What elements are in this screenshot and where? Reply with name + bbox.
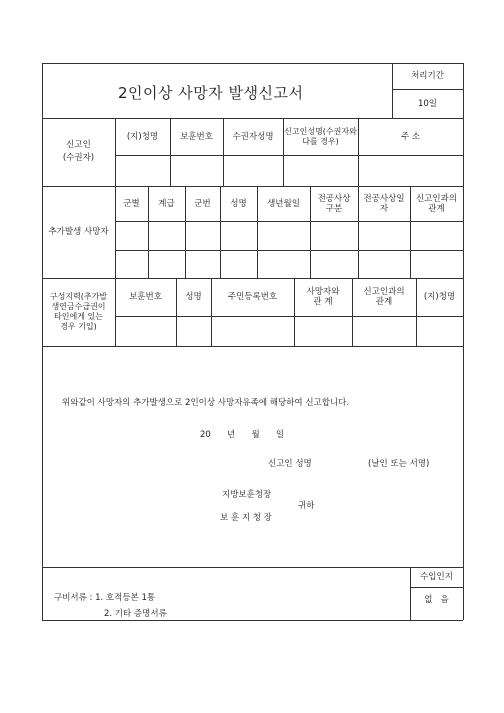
form-title: 2인이상 사망자 발생신고서 (118, 84, 304, 102)
family-header-branch: (지)청명 (423, 292, 456, 302)
statement-text: 위와같이 사망자의 추가발생으로 2인이상 사망자유족에 해당하여 신고합니다. (62, 398, 350, 408)
family-header-resident-no: 주민등록번호 (227, 292, 278, 302)
recipient-branch-office: 보 훈 지 청 장 (220, 513, 272, 523)
family-header-relation-reporter: 신고인과의 관계 (363, 287, 405, 307)
family-header-relation-deceased: 사망자와 관 계 (306, 287, 340, 307)
frame-bottom (42, 620, 463, 621)
family-label: 구성지력(추가발 생연금수급권이 타인에게 있는 경우 기입) (49, 292, 108, 331)
signer-label: 신고인 성명 (268, 459, 312, 469)
family-header-veteran-no: 보훈번호 (129, 292, 162, 302)
s3-bottom-line (42, 346, 463, 347)
processing-period-value: 10일 (417, 98, 438, 109)
s1-row-line (115, 155, 463, 156)
reporter-header-reporter-name: 신고인성명(수권자와 다를 경우) (284, 126, 357, 146)
reporter-header-address: 주 소 (400, 131, 421, 142)
deceased-header-casualty-date: 전공사상일 자 (363, 193, 405, 214)
reporter-header-branch: (지)청명 (126, 131, 159, 142)
sign-note: (날인 또는 서명) (368, 459, 430, 469)
attachments-item-2: 2. 기타 증명서류 (104, 609, 167, 619)
deceased-header-service-no: 군번 (194, 198, 211, 209)
fee-label: 수입인지 (420, 572, 453, 582)
deceased-label: 추가발생 사망자 (48, 227, 109, 237)
family-header-name: 성명 (185, 292, 202, 302)
deceased-header-name: 성명 (230, 198, 247, 209)
processing-period-label: 처리기간 (411, 71, 444, 81)
reporter-header-veteran-no: 보훈번호 (180, 131, 213, 142)
frame-right (463, 63, 464, 620)
fee-value: 없 음 (424, 594, 449, 605)
reporter-label: 신고인 (수권자) (62, 140, 95, 163)
deceased-header-birthdate: 생년월일 (267, 198, 300, 209)
statement-date: 20 년 월 일 (200, 430, 285, 440)
statement-bottom-line (42, 567, 463, 568)
deceased-header-casualty-type: 전공사상 구분 (317, 193, 351, 214)
attachments-label: 구비서류 : 1. 호적등본 1통 (54, 593, 156, 603)
deceased-header-relationship: 신고인과의 관계 (415, 193, 458, 214)
s3-row-line (115, 316, 463, 317)
deceased-header-rank: 계급 (158, 198, 175, 209)
recipient-regional-office: 지방보훈청장 (222, 490, 272, 500)
recipient-honorific: 귀하 (298, 501, 315, 511)
reporter-header-grantee-name: 수권자성명 (232, 131, 274, 142)
deceased-header-service-branch: 군별 (123, 198, 140, 209)
